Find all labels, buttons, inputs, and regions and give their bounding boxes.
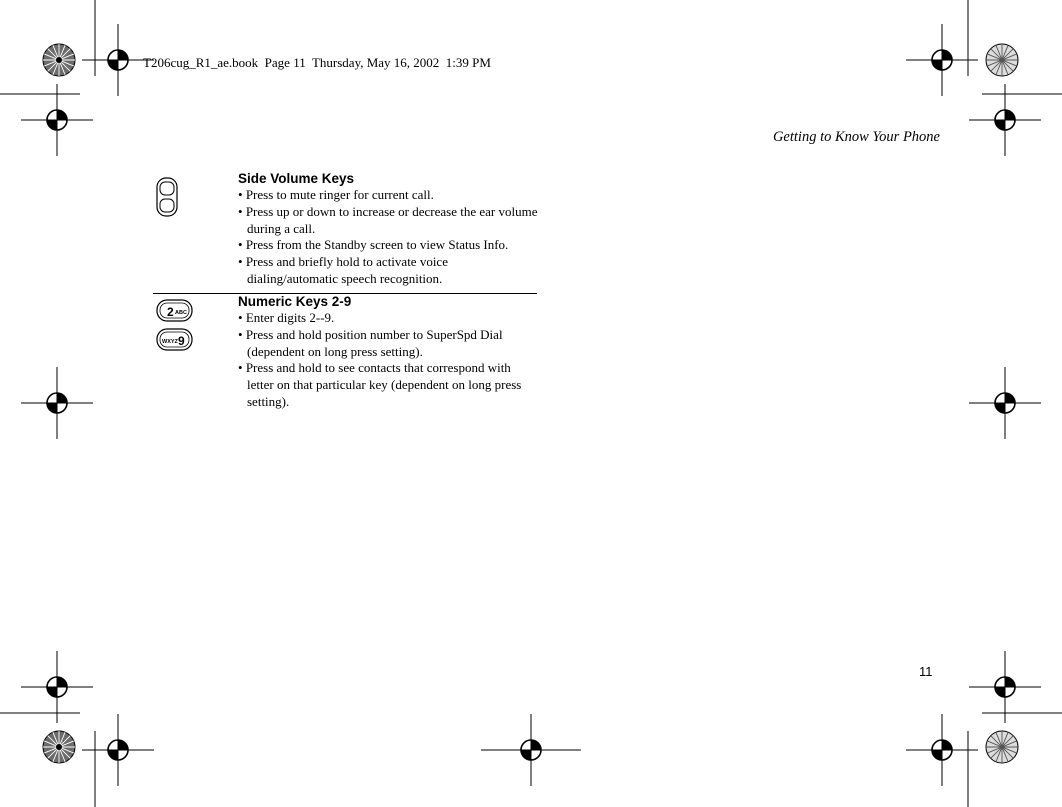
print-slug: T206cug_R1_ae.book Page 11 Thursday, May 16, 2002 1:39 PM xyxy=(143,55,491,70)
key-wxyz-label: WXYZ xyxy=(162,339,178,345)
page-number: 11 xyxy=(919,664,933,679)
numeric-keys-icon xyxy=(156,298,194,359)
side-volume-keys-section xyxy=(153,171,537,291)
list-item: • Press and briefly hold to activate voice dialing/automatic speech recognition. xyxy=(238,254,538,288)
numeric-keys-text xyxy=(238,294,538,411)
numeric-keys-section xyxy=(153,294,537,414)
section-heading: Numeric Keys 2-9 xyxy=(238,294,352,309)
list-item: • Press and hold to see contacts that correspond with letter on that particular key (dependent on long press setting). xyxy=(238,360,538,410)
list-item: • Press up or down to increase or decrease the ear volume during a call. xyxy=(238,204,538,238)
bullet-list xyxy=(238,187,538,288)
side-volume-keys-icon xyxy=(156,177,178,222)
side-volume-keys-text xyxy=(238,171,538,288)
section-heading: Side Volume Keys xyxy=(238,171,355,186)
list-item: • Press and hold position number to SuperSpd Dial (dependent on long press setting). xyxy=(238,327,538,361)
list-item: • Enter digits 2--9. xyxy=(238,310,538,327)
key-2-label: 2 xyxy=(167,305,174,319)
key-9-label: 9 xyxy=(178,334,185,348)
key-abc-label: ABC xyxy=(175,310,187,316)
bullet-list xyxy=(238,310,538,411)
list-item: • Press to mute ringer for current call. xyxy=(238,187,538,204)
running-head: Getting to Know Your Phone xyxy=(772,129,940,145)
list-item: • Press from the Standby screen to view Status Info. xyxy=(238,237,538,254)
